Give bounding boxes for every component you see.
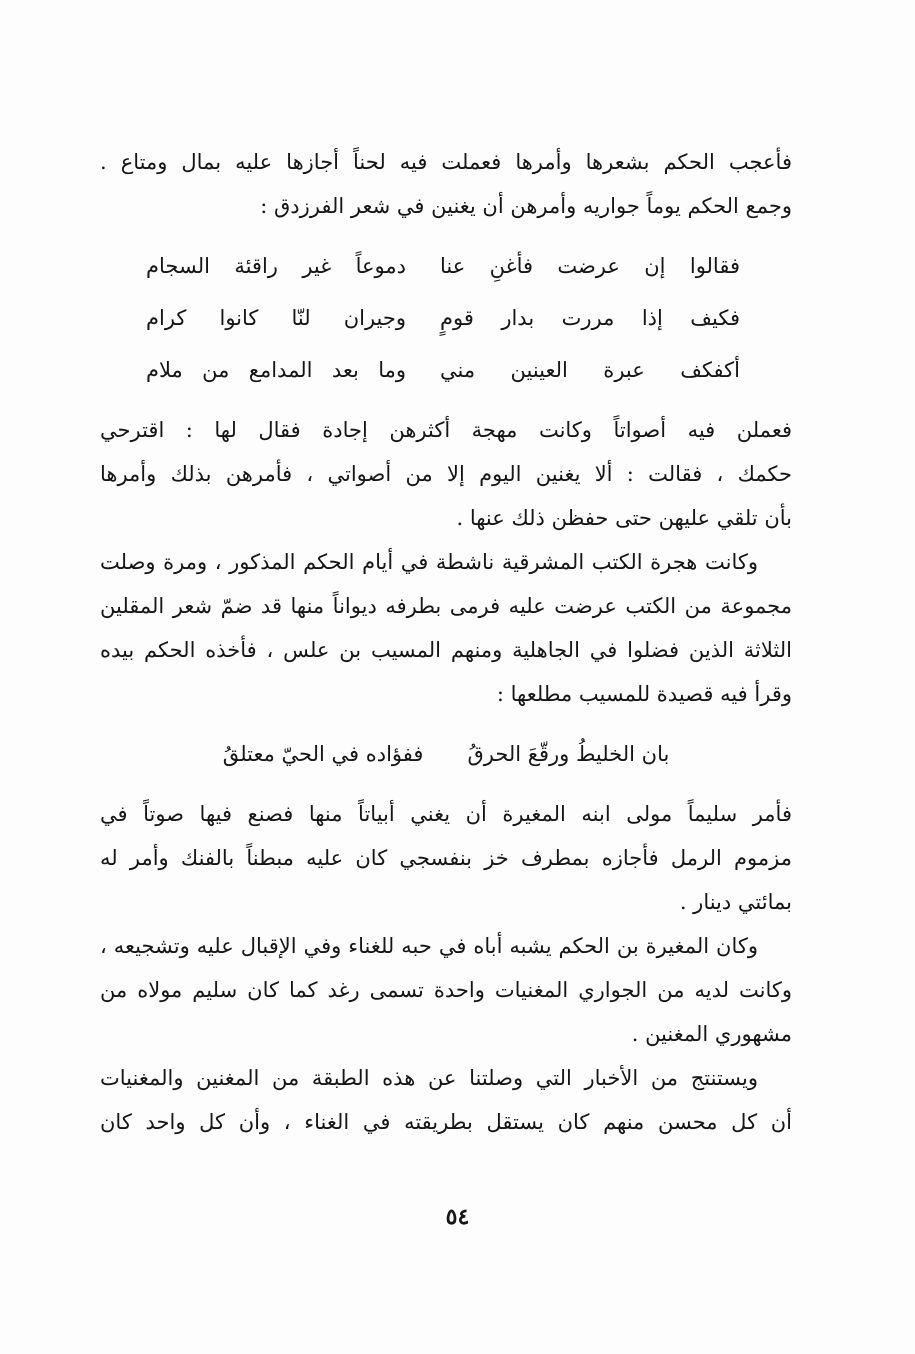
text-line: وكان المغيرة بن الحكم يشبه أباه في حبه للغناء وفي الإقبال عليه وتشجيعه ، (100, 934, 758, 958)
paragraph-1 (100, 140, 792, 228)
text-line: فأمر سليماً مولى ابنه المغيرة أن يغني أبياتاً منها فصنع فيها صوتاً في (100, 802, 792, 826)
text-line: أن كل محسن منهم كان يستقل بطريقته في الغناء ، وأن كل واحد كان (100, 1110, 792, 1134)
verse-line (100, 728, 792, 780)
text-line: بمائتي دينار . (679, 890, 792, 914)
paragraph-2 (100, 408, 792, 540)
paragraph-6 (100, 1056, 792, 1144)
text-line: بأن تلقي عليهن حتى حفظن ذلك عنها . (456, 506, 792, 530)
verse-line (100, 292, 792, 344)
text-line: الثلاثة الذين فضلوا في الجاهلية ومنهم المسيب بن علس ، فأخذه الحكم بيده (100, 638, 792, 662)
verse-hemistich-second: وما بعد المدامع من ملام (146, 358, 406, 382)
text-line: وكانت هجرة الكتب المشرقية ناشطة في أيام الحكم المذكور ، ومرة وصلت (100, 550, 758, 574)
page-number: ٥٤ (445, 1204, 470, 1230)
text-line: حكمك ، فقالت : ألا يغنين اليوم إلا من أصواتي ، فأمرهن بذلك وأمرها (100, 462, 792, 486)
verse-hemistich-first: فكيف إذا مررت بدار قومٍ (440, 306, 740, 330)
text-line: مزموم الرمل فأجازه بمطرف خز بنفسجي كان عليه مبطناً بالفنك وأمر له (100, 846, 792, 870)
verse-hemistich-first: فقالوا إن عرضت فأغنِ عنا (440, 254, 740, 278)
text-line: وجمع الحكم يوماً جواريه وأمرهن أن يغنين في شعر الفرزدق : (260, 194, 792, 218)
verse-hemistich-first: أكفكف عبرة العينين مني (440, 358, 740, 382)
paragraph-3 (100, 540, 792, 716)
text-line: فعملن فيه أصواتاً وكانت مهجة أكثرهن إجادة فقال لها : اقترحي (100, 418, 792, 442)
verse-hemistich-first: بان الخليطُ ورقّعَ الحرقُ (467, 742, 670, 766)
paragraph-4 (100, 792, 792, 924)
text-line: مجموعة من الكتب عرضت عليه فرمى بطرفه ديواناً منها قد ضمّ شعر المقلين (100, 594, 792, 618)
poem-verses-1 (100, 240, 792, 396)
text-line: ويستنتج من الأخبار التي وصلتنا عن هذه الطبقة من المغنين والمغنيات (100, 1066, 758, 1090)
text-column (100, 140, 792, 1144)
verse-line (100, 240, 792, 292)
verse-hemistich-second: ففؤاده في الحيّ معتلقُ (222, 742, 424, 766)
paragraph-5 (100, 924, 792, 1056)
verse-hemistich-second: دموعاً غير راقئة السجام (146, 254, 406, 278)
text-line: فأعجب الحكم بشعرها وأمرها فعملت فيه لحناً أجازها عليه بمال ومتاع . (100, 150, 792, 174)
text-line: وقرأ فيه قصيدة للمسيب مطلعها : (496, 682, 792, 706)
text-line: وكانت لديه من الجواري المغنيات واحدة تسمى رغد كما كان سليم مولاه من (100, 978, 792, 1002)
verse-line (100, 344, 792, 396)
text-line: مشهوري المغنين . (631, 1022, 792, 1046)
verse-hemistich-second: وجيران لنّا كانوا كرام (146, 306, 406, 330)
